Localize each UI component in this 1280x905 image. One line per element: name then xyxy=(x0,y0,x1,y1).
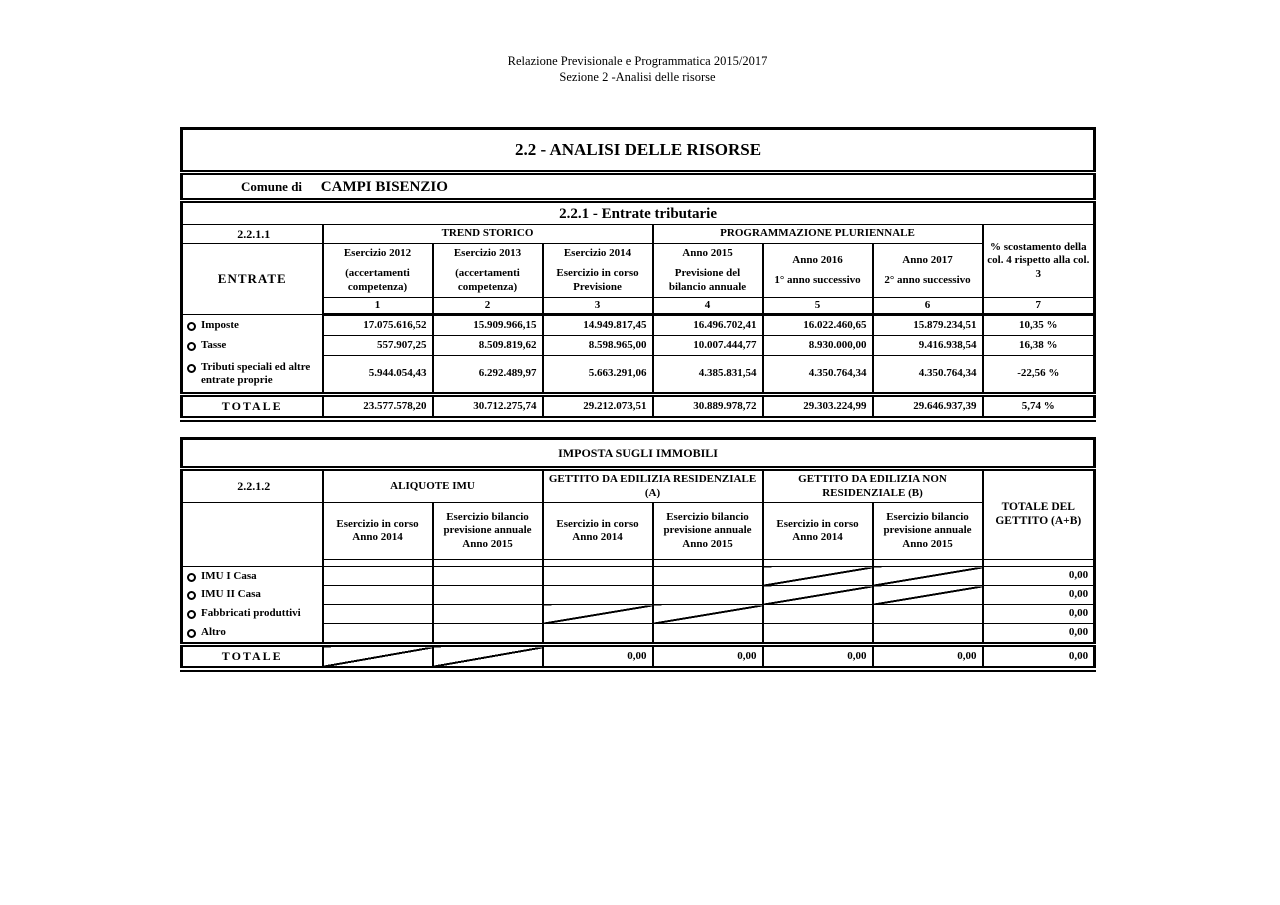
band-trend-storico: TREND STORICO xyxy=(323,225,653,244)
spacer-cell xyxy=(873,560,983,567)
value-cell xyxy=(433,605,543,624)
code-2-2-1-2: 2.2.1.2 xyxy=(182,469,323,503)
totale-value-cell: 29.646.937,39 xyxy=(873,395,983,420)
value-cell: 4.385.831,54 xyxy=(653,356,763,395)
code-2-2-1-1: 2.2.1.1 xyxy=(182,225,323,244)
value-cell: 17.075.616,52 xyxy=(323,315,433,336)
total-gettito-cell: 0,00 xyxy=(983,586,1095,605)
spacer-cell xyxy=(433,560,543,567)
imposta-immobili-banner: IMPOSTA SUGLI IMMOBILI xyxy=(182,439,1095,469)
value-cell xyxy=(763,567,873,586)
value-cell: 6.292.489,97 xyxy=(433,356,543,395)
sub-header xyxy=(323,503,433,560)
header-line: Esercizio 2014 xyxy=(563,247,632,260)
sub-header xyxy=(873,503,983,560)
value-cell: 8.930.000,00 xyxy=(763,336,873,356)
bullet-icon xyxy=(187,322,196,331)
header-line: Esercizio in corso xyxy=(556,517,639,530)
header-line: Anno 2014 xyxy=(352,531,403,543)
value-cell: 557.907,25 xyxy=(323,336,433,356)
header-line: Esercizio in corso xyxy=(336,517,419,530)
value-cell xyxy=(543,567,653,586)
table-row-imu-ii-casa xyxy=(182,586,1095,605)
sub-header-row xyxy=(182,503,1095,560)
col-number: 3 xyxy=(543,298,653,315)
value-cell xyxy=(433,586,543,605)
band-gettito-non-residenziale: GETTITO DA EDILIZIA NON RESIDENZIALE (B) xyxy=(763,469,983,503)
col-number: 7 xyxy=(983,298,1095,315)
header-line: Anno 2017 xyxy=(902,253,953,266)
bullet-icon xyxy=(187,342,196,351)
row-label: Altro xyxy=(201,626,226,639)
totale-pct-cell: 5,74 % xyxy=(983,395,1095,420)
totale-row xyxy=(182,395,1095,420)
total-gettito-cell: 0,00 xyxy=(983,567,1095,586)
totale-value-cell xyxy=(323,645,433,670)
band-aliquote-imu: ALIQUOTE IMU xyxy=(323,469,543,503)
value-cell xyxy=(323,586,433,605)
title-row xyxy=(182,129,1095,173)
col-header-esercizio-2013 xyxy=(433,244,543,298)
spacer-cell xyxy=(763,560,873,567)
comune-label: Comune di xyxy=(241,178,303,194)
totale-row-2 xyxy=(182,645,1095,670)
col-number: 1 xyxy=(323,298,433,315)
header-line: Esercizio bilancio xyxy=(666,511,749,524)
table-row-imu-i-casa xyxy=(182,567,1095,586)
header-line: (accertamenti competenza) xyxy=(345,267,410,293)
col-number: 5 xyxy=(763,298,873,315)
col-header-anno-2017 xyxy=(873,244,983,298)
imposta-immobili-table xyxy=(180,437,1096,672)
value-cell xyxy=(653,567,763,586)
header-line: Esercizio in corso Previsione xyxy=(556,267,639,293)
row-label: Tasse xyxy=(201,338,227,351)
header-line: Esercizio in corso xyxy=(776,517,859,530)
table-row-altro xyxy=(182,624,1095,645)
sub-header xyxy=(433,503,543,560)
col-number: 2 xyxy=(433,298,543,315)
total-gettito-cell: 0,00 xyxy=(983,624,1095,645)
totale-value-cell: 23.577.578,20 xyxy=(323,395,433,420)
bullet-icon xyxy=(187,364,196,373)
value-cell xyxy=(323,567,433,586)
header-line: previsione annuale xyxy=(443,524,532,537)
value-cell xyxy=(763,586,873,605)
row-label: IMU I Casa xyxy=(201,569,257,582)
header-line: Anno 2015 xyxy=(682,537,733,550)
sub-header xyxy=(763,503,873,560)
header-line: 2° anno successivo xyxy=(884,274,971,286)
bullet-icon xyxy=(187,573,196,582)
entrate-tributarie-table xyxy=(180,127,1096,422)
value-cell: 4.350.764,34 xyxy=(873,356,983,395)
band-row-2 xyxy=(182,469,1095,503)
bullet-icon xyxy=(187,591,196,600)
value-cell xyxy=(873,567,983,586)
value-cell xyxy=(433,624,543,645)
totale-label: TOTALE xyxy=(182,645,323,670)
row-label-cell xyxy=(182,315,323,336)
value-cell xyxy=(543,586,653,605)
col-header-anno-2015 xyxy=(653,244,763,298)
value-cell: 4.350.764,34 xyxy=(763,356,873,395)
header-line: Anno 2014 xyxy=(792,531,843,543)
col-number: 6 xyxy=(873,298,983,315)
document-header xyxy=(180,53,1095,85)
header-line: Esercizio bilancio xyxy=(886,511,969,524)
col-header-anno-2016 xyxy=(763,244,873,298)
value-cell xyxy=(543,624,653,645)
column-header-row xyxy=(182,244,1095,298)
header-line: previsione annuale xyxy=(883,524,972,537)
value-cell xyxy=(763,624,873,645)
spacer-cell xyxy=(543,560,653,567)
header-line: Esercizio 2012 xyxy=(343,247,412,260)
scostamento-header: % scostamento della col. 4 rispetto alla col. 3 xyxy=(983,225,1095,298)
totale-gettito-cell: 0,00 xyxy=(983,645,1095,670)
totale-value-cell: 30.712.275,74 xyxy=(433,395,543,420)
header-line: 1° anno successivo xyxy=(774,274,861,286)
header-line: Esercizio bilancio xyxy=(446,511,529,524)
header-line: Previsione del bilancio annuale xyxy=(668,267,747,293)
header-line: previsione annuale xyxy=(663,524,752,537)
value-cell xyxy=(873,624,983,645)
value-cell: 16.496.702,41 xyxy=(653,315,763,336)
row-label: IMU II Casa xyxy=(201,588,261,601)
col-number: 4 xyxy=(653,298,763,315)
section-title: 2.2.1 - Entrate tributarie xyxy=(182,201,1095,225)
row-label-cell xyxy=(182,567,323,586)
value-cell xyxy=(873,586,983,605)
band-row xyxy=(182,225,1095,244)
col-header-esercizio-2014 xyxy=(543,244,653,298)
pct-cell: 10,35 % xyxy=(983,315,1095,336)
col-header-esercizio-2012 xyxy=(323,244,433,298)
banner-row xyxy=(182,439,1095,469)
document-header-line1: Relazione Previsionale e Programmatica 2015/2017 xyxy=(507,54,768,68)
value-cell xyxy=(653,586,763,605)
total-gettito-cell: 0,00 xyxy=(983,605,1095,624)
totale-value-cell: 0,00 xyxy=(653,645,763,670)
totale-value-cell xyxy=(433,645,543,670)
value-cell xyxy=(323,624,433,645)
totale-label: TOTALE xyxy=(182,395,323,420)
header-line: Esercizio 2013 xyxy=(453,247,522,260)
spacer-cell xyxy=(653,560,763,567)
band-gettito-residenziale: GETTITO DA EDILIZIA RESIDENZIALE (A) xyxy=(543,469,763,503)
sub-header xyxy=(653,503,763,560)
value-cell: 8.509.819,62 xyxy=(433,336,543,356)
table-row-fabbricati-produttivi xyxy=(182,605,1095,624)
header-line: Anno 2015 xyxy=(682,247,733,260)
pct-cell: 16,38 % xyxy=(983,336,1095,356)
row-label-cell xyxy=(182,605,323,624)
header-line: Anno 2014 xyxy=(572,531,623,543)
header-line: Anno 2015 xyxy=(462,537,513,550)
comune-value: CAMPI BISENZIO xyxy=(320,178,448,195)
row-label: Tributi speciali ed altre entrate proprie xyxy=(201,360,311,386)
spacer-cell xyxy=(323,560,433,567)
totale-gettito-header: TOTALE DEL GETTITO (A+B) xyxy=(983,469,1095,560)
bullet-icon xyxy=(187,610,196,619)
value-cell: 14.949.817,45 xyxy=(543,315,653,336)
value-cell: 5.663.291,06 xyxy=(543,356,653,395)
page-title: 2.2 - ANALISI DELLE RISORSE xyxy=(182,129,1095,173)
value-cell xyxy=(653,624,763,645)
value-cell xyxy=(543,605,653,624)
totale-value-cell: 30.889.978,72 xyxy=(653,395,763,420)
table-row-imposte xyxy=(182,315,1095,336)
table-row-tributi-speciali xyxy=(182,356,1095,395)
comune-cell xyxy=(182,173,1095,201)
totale-value-cell: 29.303.224,99 xyxy=(763,395,873,420)
value-cell: 15.879.234,51 xyxy=(873,315,983,336)
row-label: Imposte xyxy=(201,318,239,331)
table-row-tasse xyxy=(182,336,1095,356)
header-line: (accertamenti competenza) xyxy=(455,267,520,293)
value-cell xyxy=(873,605,983,624)
comune-row xyxy=(182,173,1095,201)
row-label-cell xyxy=(182,586,323,605)
value-cell: 15.909.966,15 xyxy=(433,315,543,336)
value-cell: 10.007.444,77 xyxy=(653,336,763,356)
spacer-cell xyxy=(983,560,1095,567)
row-label-cell xyxy=(182,336,323,356)
value-cell xyxy=(653,605,763,624)
pct-cell: -22,56 % xyxy=(983,356,1095,395)
empty-label-cell xyxy=(182,503,323,567)
totale-value-cell: 0,00 xyxy=(873,645,983,670)
band-programmazione-pluriennale: PROGRAMMAZIONE PLURIENNALE xyxy=(653,225,983,244)
totale-value-cell: 0,00 xyxy=(543,645,653,670)
value-cell xyxy=(433,567,543,586)
value-cell: 9.416.938,54 xyxy=(873,336,983,356)
row-label-cell xyxy=(182,624,323,645)
row-label: Fabbricati produttivi xyxy=(201,607,301,620)
totale-value-cell: 0,00 xyxy=(763,645,873,670)
value-cell: 16.022.460,65 xyxy=(763,315,873,336)
value-cell: 8.598.965,00 xyxy=(543,336,653,356)
value-cell xyxy=(763,605,873,624)
value-cell xyxy=(323,605,433,624)
sub-header xyxy=(543,503,653,560)
row-label-cell xyxy=(182,356,323,395)
bullet-icon xyxy=(187,629,196,638)
value-cell: 5.944.054,43 xyxy=(323,356,433,395)
header-line: Anno 2015 xyxy=(902,537,953,550)
document-header-line2: Sezione 2 -Analisi delle risorse xyxy=(559,70,716,84)
totale-value-cell: 29.212.073,51 xyxy=(543,395,653,420)
section-row xyxy=(182,201,1095,225)
header-line: Anno 2016 xyxy=(792,253,843,266)
entrate-header: ENTRATE xyxy=(182,244,323,315)
